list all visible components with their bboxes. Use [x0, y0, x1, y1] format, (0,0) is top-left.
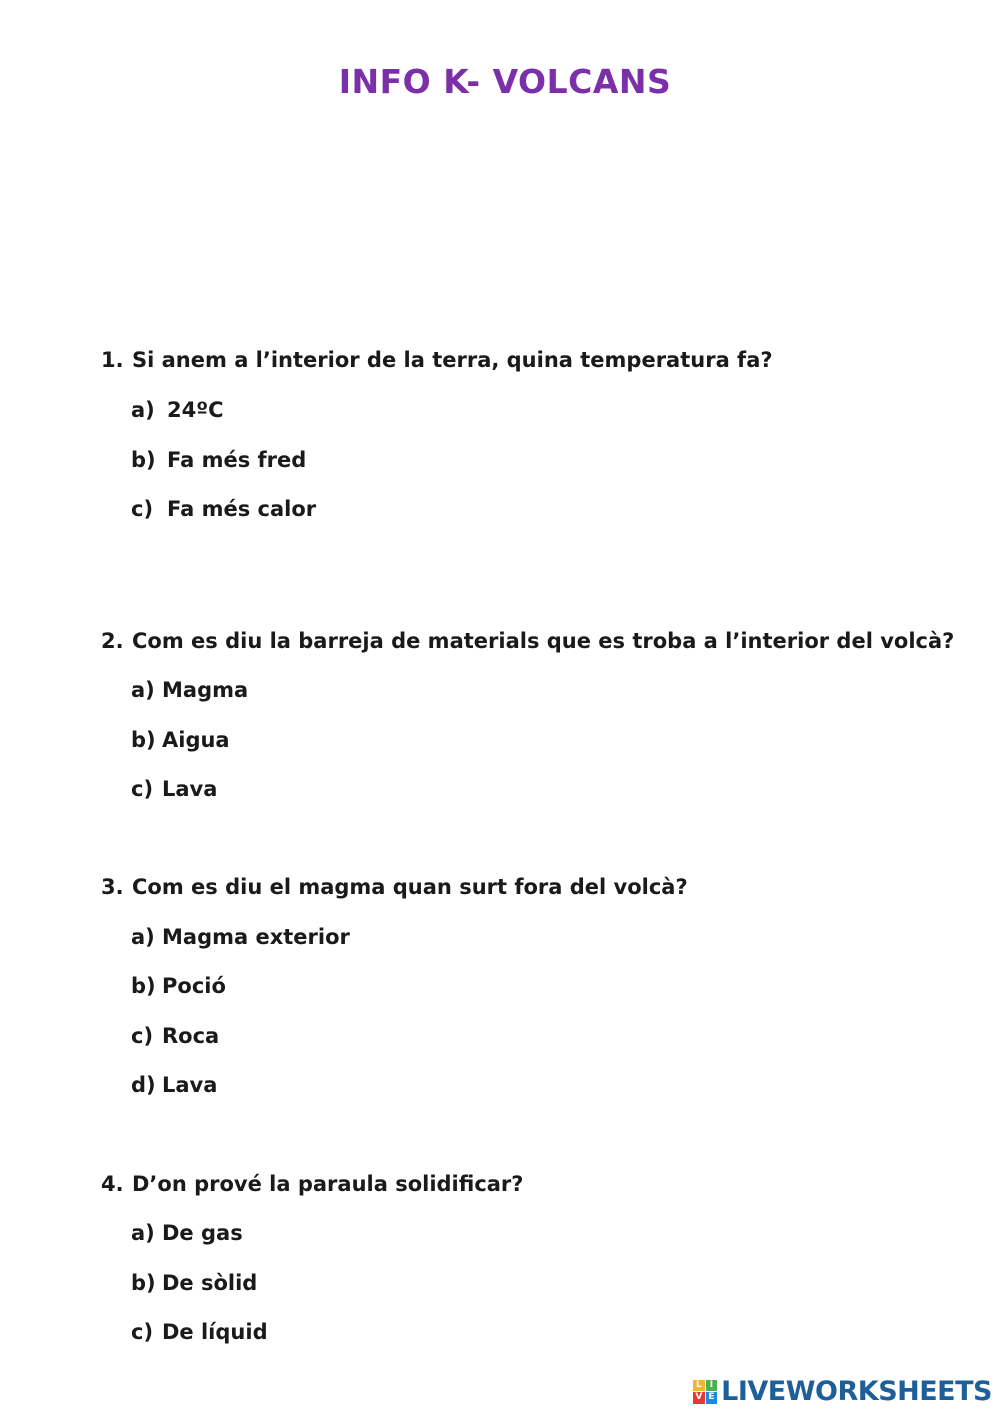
- option-text: Lava: [162, 1073, 218, 1097]
- option-letter: a): [131, 925, 155, 949]
- question-1-option-a[interactable]: [131, 398, 223, 422]
- question-1-option-b[interactable]: [131, 448, 306, 472]
- option-letter: b): [131, 448, 156, 472]
- question-2: [101, 629, 954, 653]
- option-text: Magma exterior: [162, 925, 350, 949]
- question-3-text: Com es diu el magma quan surt fora del volcà?: [132, 875, 688, 899]
- option-letter: d): [131, 1073, 156, 1097]
- option-letter: c): [131, 1320, 154, 1344]
- option-letter: a): [131, 398, 155, 422]
- question-2-option-a[interactable]: [131, 678, 248, 702]
- logo-tile-e: E: [706, 1392, 718, 1404]
- question-4-option-a[interactable]: [131, 1221, 243, 1245]
- question-2-number: 2.: [101, 629, 124, 653]
- liveworksheets-brand[interactable]: [693, 1376, 992, 1407]
- option-letter: a): [131, 1221, 155, 1245]
- option-text: Poció: [162, 974, 226, 998]
- option-text: 24ºC: [167, 398, 224, 422]
- question-4-number: 4.: [101, 1172, 124, 1196]
- option-text: De sòlid: [162, 1271, 258, 1295]
- option-letter: c): [131, 1024, 154, 1048]
- option-letter: c): [131, 777, 154, 801]
- question-4-option-b[interactable]: [131, 1271, 257, 1295]
- question-3: [101, 875, 688, 899]
- option-letter: c): [131, 497, 154, 521]
- option-letter: b): [131, 728, 156, 752]
- option-letter: b): [131, 974, 156, 998]
- question-1-number: 1.: [101, 348, 124, 372]
- option-text: Roca: [162, 1024, 220, 1048]
- question-3-option-d[interactable]: [131, 1073, 217, 1097]
- question-4-option-c[interactable]: [131, 1320, 268, 1344]
- worksheet-title: INFO K- VOLCANS: [338, 62, 672, 101]
- question-2-option-b[interactable]: [131, 728, 230, 752]
- question-2-text: Com es diu la barreja de materials que es troba a l’interior del volcà?: [132, 629, 955, 653]
- option-letter: b): [131, 1271, 156, 1295]
- liveworksheets-logo-icon: [693, 1380, 717, 1404]
- question-4-text: D’on prové la paraula solidificar?: [132, 1172, 524, 1196]
- question-3-option-c[interactable]: [131, 1024, 219, 1048]
- question-2-option-c[interactable]: [131, 777, 217, 801]
- option-text: Fa més fred: [167, 448, 307, 472]
- option-text: De líquid: [162, 1320, 268, 1344]
- option-text: Lava: [162, 777, 218, 801]
- logo-tile-i: I: [706, 1380, 718, 1392]
- option-text: Fa més calor: [167, 497, 317, 521]
- liveworksheets-wordmark: LIVEWORKSHEETS: [721, 1376, 992, 1407]
- option-text: Aigua: [162, 728, 230, 752]
- option-letter: a): [131, 678, 155, 702]
- logo-tile-v: V: [693, 1392, 705, 1404]
- question-3-number: 3.: [101, 875, 124, 899]
- question-1: [101, 348, 773, 372]
- question-1-option-c[interactable]: [131, 497, 316, 521]
- question-1-text: Si anem a l’interior de la terra, quina temperatura fa?: [132, 348, 773, 372]
- question-3-option-b[interactable]: [131, 974, 226, 998]
- logo-tile-l: L: [693, 1380, 705, 1392]
- question-4: [101, 1172, 523, 1196]
- question-3-option-a[interactable]: [131, 925, 350, 949]
- option-text: De gas: [162, 1221, 243, 1245]
- option-text: Magma: [162, 678, 249, 702]
